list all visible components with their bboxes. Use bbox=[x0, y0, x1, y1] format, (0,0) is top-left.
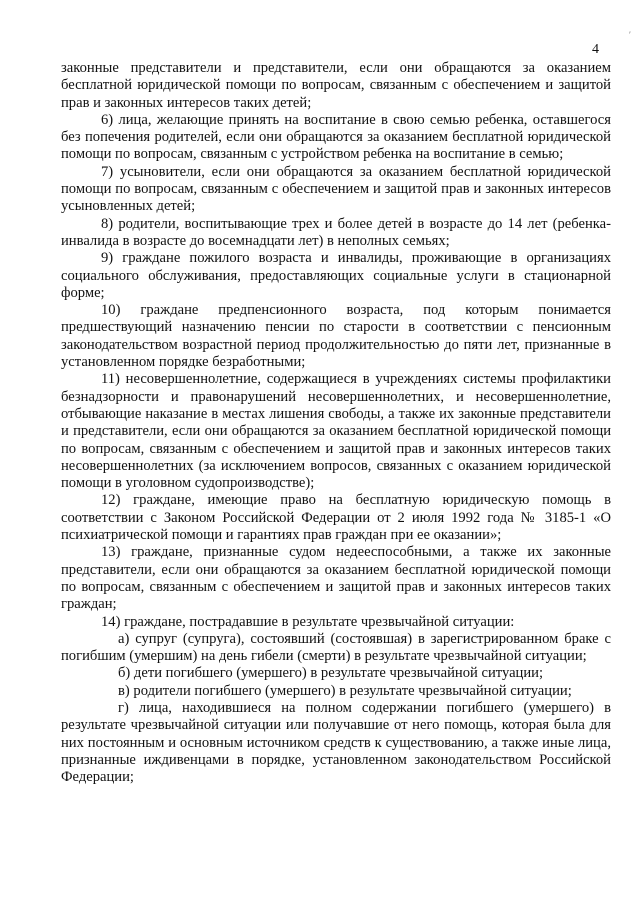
paragraph-subitem-g: г) лица, находившиеся на полном содержании погибшего (умершего) в результате чрезвычайной ситуации или получавшие от него помощь, которая была для них постоянным и основным источником средств к существованию, а также иные лица, признанные иждивенцами в порядке, установленном законодательством Российской Федерации; bbox=[61, 699, 611, 786]
paragraph-item-13: 13) граждане, признанные судом недееспособными, а также их законные представители, если они обращаются за оказанием бесплатной юридической помощи по вопросам, связанным с обеспечением и защитой прав и законных интересов таких граждан; bbox=[61, 544, 611, 613]
paragraph-subitem-a: а) супруг (супруга), состоявший (состоявшая) в зарегистрированном браке с погибшим (умершим) на день гибели (смерти) в результате чрезвычайной ситуации; bbox=[61, 630, 611, 665]
page-number: 4 bbox=[592, 42, 599, 57]
paragraph-item-10: 10) граждане предпенсионного возраста, под которым понимается предшествующий назначению пенсии по старости в соответствии с пенсионным законодательством возрастной период продолжительностью до пяти лет, признанные в установленном порядке безработными; bbox=[61, 302, 611, 371]
paragraph-item-14: 14) граждане, пострадавшие в результате чрезвычайной ситуации: bbox=[101, 613, 515, 630]
paragraph-subitem-v: в) родители погибшего (умершего) в результате чрезвычайной ситуации; bbox=[118, 682, 572, 699]
paragraph-item-11: 11) несовершеннолетние, содержащиеся в учреждениях системы профилактики безнадзорности и правонарушений несовершеннолетних, и несовершеннолетние, отбывающие наказание в местах лишения свободы, а также их законные представители и представители, если они обращаются за оказанием бесплатной юридической помощи по вопросам, связанным с обеспечением и защитой прав и законных интересов таких несовершеннолетних (за исключением вопросов, связанных с оказанием юридической помощи в уголовном судопроизводстве); bbox=[61, 371, 611, 492]
paragraph-item-12: 12) граждане, имеющие право на бесплатную юридическую помощь в соответствии с Законом Российской Федерации от 2 июля 1992 года № 3185-1 «О психиатрической помощи и гарантиях прав граждан при ее оказании»; bbox=[61, 492, 611, 544]
paragraph-item-9: 9) граждане пожилого возраста и инвалиды, проживающие в организациях социального обслуживания, предоставляющих социальные услуги в стационарной форме; bbox=[61, 250, 611, 301]
document-body bbox=[61, 60, 611, 786]
paragraph-item-8: 8) родители, воспитывающие трех и более детей в возрасте до 14 лет (ребенка-инвалида в возрасте до восемнадцати лет) в неполных семьях; bbox=[61, 215, 611, 249]
paragraph-item-6: 6) лица, желающие принять на воспитание в свою семью ребенка, оставшегося без попечения родителей, если они обращаются за оказанием бесплатной юридической помощи по вопросам, связанным с устройством ребенка на воспитание в семью; bbox=[61, 111, 611, 163]
margin-mark: ′ bbox=[629, 30, 631, 40]
paragraph-item-7: 7) усыновители, если они обращаются за оказанием бесплатной юридической помощи по вопросам, связанным с обеспечением и защитой прав и законных интересов усыновленных детей; bbox=[61, 163, 611, 215]
paragraph-subitem-b: б) дети погибшего (умершего) в результате чрезвычайной ситуации; bbox=[118, 665, 544, 682]
paragraph-continuation: законные представители и представители, если они обращаются за оказанием бесплатной юридической помощи по вопросам, связанным с обеспечением и защитой прав и законных интересов таких детей; bbox=[61, 60, 611, 111]
